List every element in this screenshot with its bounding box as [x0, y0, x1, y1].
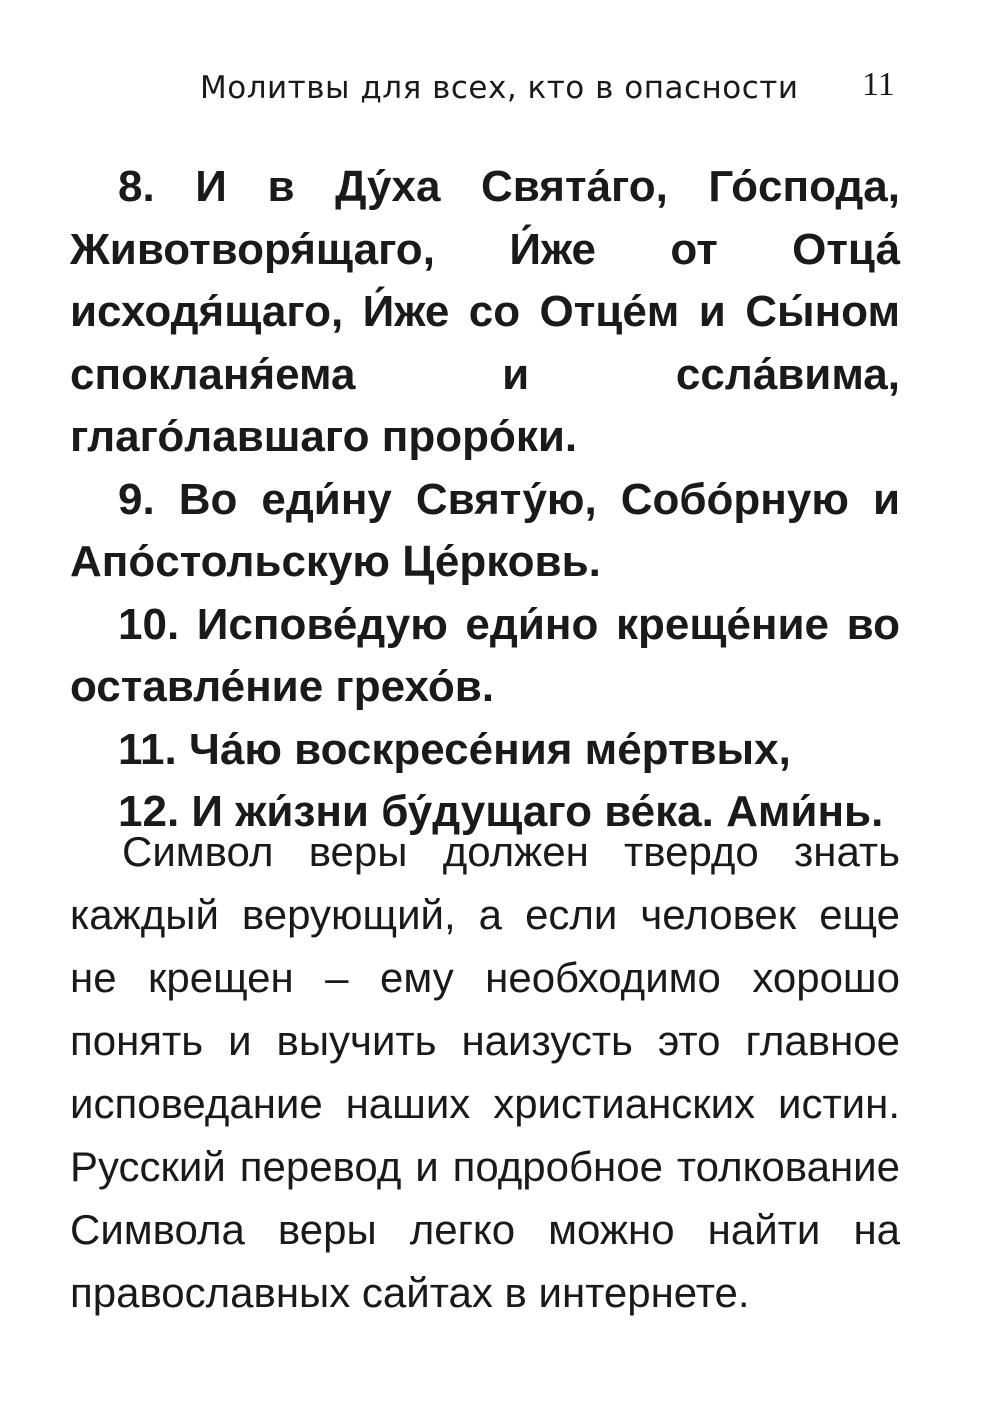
- creed-verses: [70, 156, 900, 844]
- verse-8: 8. И в Ду́ха Свята́го, Го́спода, Животворя́щаго, И́же от Отца́ исходя́щаго, И́же со Отце́м и Сы́ном спокланя́ема и ссла́вима, глаго́лавшаго проро́ки.: [70, 162, 900, 461]
- verse-12: 12. И жи́зни бу́дущаго ве́ка. Ами́нь.: [118, 787, 884, 836]
- verse-9: 9. Во еди́ну Святу́ю, Собо́рную и Апо́стольскую Це́рковь.: [70, 474, 900, 586]
- running-title: Молитвы для всех, кто в опасности: [200, 70, 799, 106]
- verse-10: 10. Испове́дую еди́но креще́ние во оставле́ние грехо́в.: [70, 599, 900, 711]
- verse-11: 11. Ча́ю воскресе́ния ме́ртвых,: [118, 724, 791, 774]
- commentary-paragraph: Символ веры должен твердо знать каждый верующий, а если человек еще не крещен – ему необходимо хорошо понять и выучить наизусть это главное исповедание наших христианских истин. Русский перевод и подробное толкование Символа веры легко можно найти на православных сайтах в интернете.: [70, 828, 900, 1316]
- page-number: 11: [862, 66, 895, 103]
